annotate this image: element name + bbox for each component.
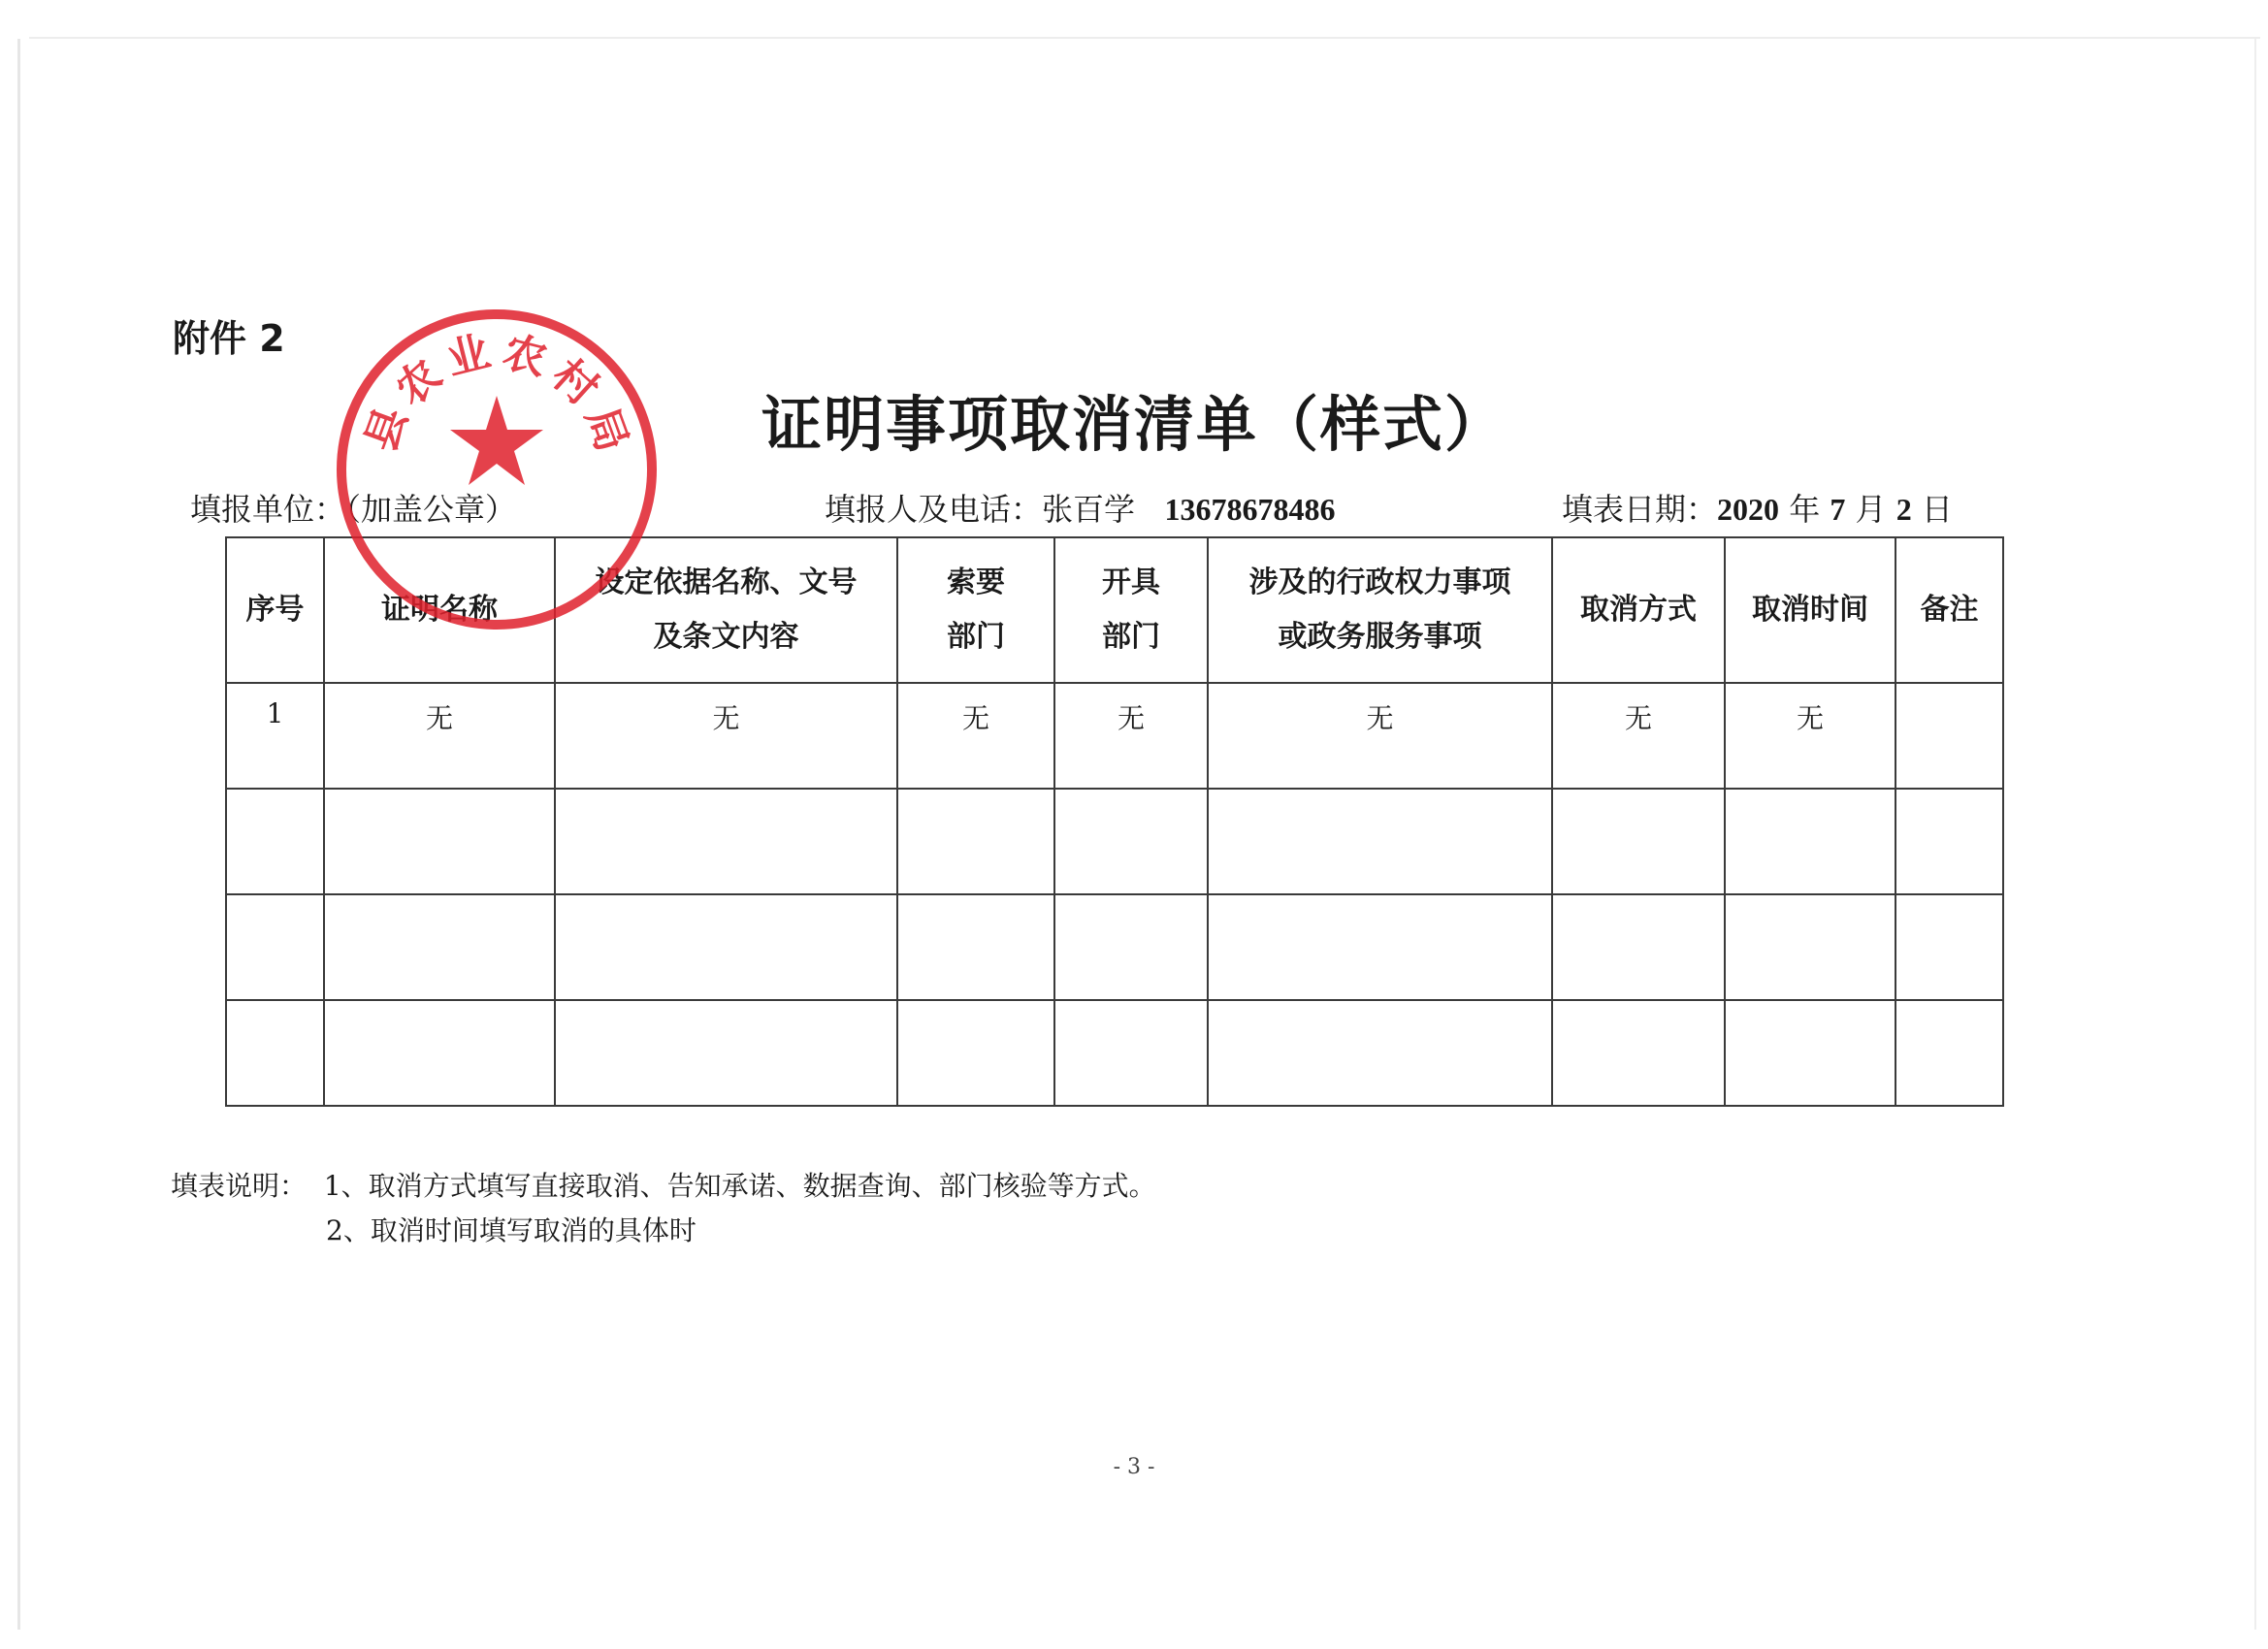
header-cell: 涉及的行政权力事项 或政务服务事项 xyxy=(1208,537,1552,683)
star-icon xyxy=(450,396,543,485)
table-cell xyxy=(1725,894,1895,1000)
table-cell xyxy=(555,1000,897,1106)
meta-reporter xyxy=(825,485,1336,530)
header-cell: 备注 xyxy=(1895,537,2003,683)
svg-text:农: 农 xyxy=(498,327,552,386)
svg-text:县: 县 xyxy=(356,401,418,459)
table-cell xyxy=(324,894,555,1000)
date-year: 2020 xyxy=(1717,492,1780,527)
page-number: - 3 - xyxy=(1113,1455,1155,1479)
date-month-unit: 月 xyxy=(1855,491,1887,528)
table-cell xyxy=(555,789,897,894)
table-cell xyxy=(1725,1000,1895,1106)
table-cell xyxy=(1552,894,1725,1000)
instruction-line-1 xyxy=(171,1164,1156,1209)
svg-text:农: 农 xyxy=(385,349,451,416)
document-title: 证明事项取消清单（样式） xyxy=(761,389,1507,460)
table-cell xyxy=(1552,1000,1725,1106)
table-row xyxy=(226,683,2003,789)
instruction-item-1: 1、取消方式填写直接取消、告知承诺、数据查询、部门核验等方式。 xyxy=(323,1170,1156,1202)
table-cell xyxy=(1895,1000,2003,1106)
table-cell xyxy=(897,789,1054,894)
svg-text:村: 村 xyxy=(542,349,608,416)
table-cell xyxy=(1895,789,2003,894)
header-cell: 设定依据名称、文号 及条文内容 xyxy=(555,537,897,683)
official-seal xyxy=(330,303,664,637)
table-cell xyxy=(897,1000,1054,1106)
table-cell xyxy=(1552,789,1725,894)
table-row xyxy=(226,789,2003,894)
reporter-phone: 13678678486 xyxy=(1164,492,1336,527)
table-cell xyxy=(1725,789,1895,894)
table-cell xyxy=(1208,789,1552,894)
date-day-unit: 日 xyxy=(1921,491,1953,528)
attachment-label: 附件 2 xyxy=(173,317,285,360)
table-cell xyxy=(324,1000,555,1106)
date-label: 填表日期： xyxy=(1562,491,1718,528)
unit-value: （加盖公章） xyxy=(345,491,517,528)
table-cell: 1 xyxy=(226,683,324,789)
reporter-name: 张百学 xyxy=(1042,491,1136,528)
table-cell xyxy=(324,789,555,894)
instructions-label: 填表说明： xyxy=(171,1170,308,1202)
instruction-line-2 xyxy=(171,1209,1156,1253)
table-cell: 无 xyxy=(324,683,555,789)
table-cell xyxy=(1054,894,1208,1000)
table-cell: 无 xyxy=(555,683,897,789)
table-cell: 无 xyxy=(1552,683,1725,789)
table-cell xyxy=(1054,1000,1208,1106)
scan-edge xyxy=(2254,39,2256,1630)
header-cell: 取消时间 xyxy=(1725,537,1895,683)
scan-edge xyxy=(17,39,20,1630)
table-cell xyxy=(226,789,324,894)
table-cell xyxy=(1895,683,2003,789)
svg-text:局: 局 xyxy=(575,401,637,459)
table-cell xyxy=(1895,894,2003,1000)
instruction-item-2: 2、取消时间填写取消的具体时 xyxy=(326,1214,697,1246)
date-day: 2 xyxy=(1895,492,1912,527)
table-cell xyxy=(226,1000,324,1106)
meta-date xyxy=(1562,485,1953,530)
table-cell: 无 xyxy=(897,683,1054,789)
table-cell xyxy=(555,894,897,1000)
table-cell: 无 xyxy=(1725,683,1895,789)
table-cell xyxy=(1208,1000,1552,1106)
table-cell: 无 xyxy=(1208,683,1552,789)
header-cell: 取消方式 xyxy=(1552,537,1725,683)
header-cell: 证明名称 xyxy=(324,537,555,683)
date-year-unit: 年 xyxy=(1789,491,1821,528)
table-cell: 无 xyxy=(1054,683,1208,789)
reporter-label: 填报人及电话： xyxy=(825,491,1043,528)
scan-edge xyxy=(29,37,2260,39)
table-cell xyxy=(1208,894,1552,1000)
table-cell xyxy=(1054,789,1208,894)
fill-instructions xyxy=(171,1164,1156,1253)
table-cell xyxy=(897,894,1054,1000)
table-row xyxy=(226,894,2003,1000)
table-cell xyxy=(226,894,324,1000)
date-month: 7 xyxy=(1830,492,1846,527)
header-cell: 索要 部门 xyxy=(897,537,1054,683)
header-cell: 开具 部门 xyxy=(1054,537,1208,683)
svg-text:业: 业 xyxy=(441,327,496,386)
table-row xyxy=(226,1000,2003,1106)
unit-label: 填报单位： xyxy=(190,491,346,528)
header-cell: 序号 xyxy=(226,537,324,683)
